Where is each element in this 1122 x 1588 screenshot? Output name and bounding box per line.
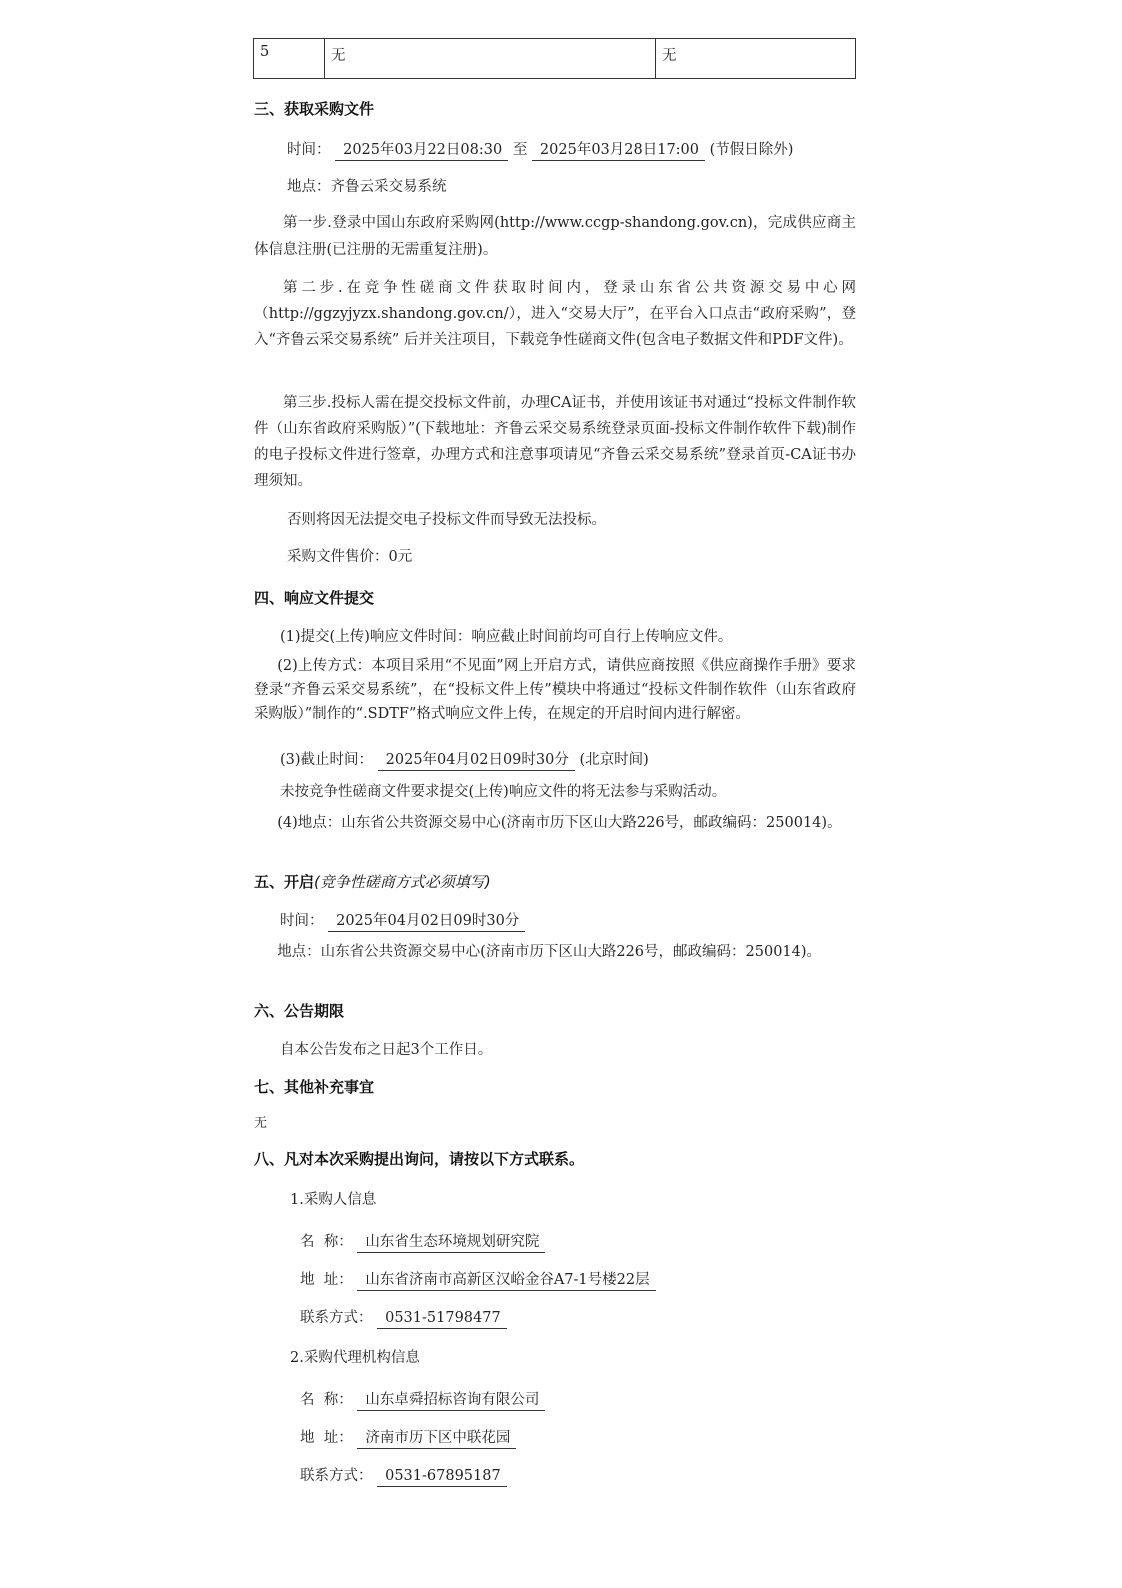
table-cell-2: 无: [325, 39, 656, 79]
s4-p3-label: (3)截止时间：: [280, 752, 374, 768]
section-8-heading: 八、凡对本次采购提出询问，请按以下方式联系。: [254, 1150, 585, 1168]
s5-heading-text: 五、开启: [254, 873, 315, 891]
agent-name-label: 名 称：: [300, 1392, 353, 1408]
agent-addr: 济南市历下区中联花园: [357, 1429, 516, 1449]
section-7-heading: 七、其他补充事宜: [254, 1078, 375, 1096]
buyer-addr: 山东省济南市高新区汉峪金谷A7-1号楼22层: [357, 1271, 655, 1291]
s6-text: 自本公告发布之日起3个工作日。: [280, 1042, 493, 1058]
s3-time-end: 2025年03月28日17:00: [532, 141, 705, 161]
s4-p3-note: (北京时间): [579, 752, 649, 768]
s3-price: 采购文件售价：0元: [287, 549, 413, 565]
s4-p3-line: [280, 750, 649, 771]
s3-time-to: 至: [512, 142, 528, 158]
agent-name: 山东卓舜招标咨询有限公司: [357, 1391, 545, 1411]
s7-text: 无: [254, 1116, 268, 1131]
agent-title: 2.采购代理机构信息: [290, 1350, 420, 1366]
buyer-name-line: [300, 1232, 545, 1253]
s5-time-value: 2025年04月02日09时30分: [328, 912, 525, 932]
agent-tel: 0531-67895187: [377, 1467, 507, 1487]
agent-tel-line: [300, 1466, 507, 1487]
s4-p4: (4)地点：山东省公共资源交易中心(济南市历下区山大路226号，邮政编码：250014)。: [277, 815, 842, 831]
section-5-heading: [254, 872, 491, 892]
s5-time-label: 时间：: [280, 913, 324, 929]
s3-time-start: 2025年03月22日08:30: [335, 141, 508, 161]
buyer-tel-label: 联系方式：: [300, 1310, 373, 1326]
s4-p2: (2)上传方式：本项目采用“不见面”网上开启方式，请供应商按照《供应商操作手册》要求登录“齐鲁云采交易系统”，在“投标文件上传”模块中将通过“投标文件制作软件（山东省政府采购版）”制作的“.SDTF”格式响应文件上传，在规定的开启时间内进行解密。: [254, 658, 856, 722]
buyer-tel-line: [300, 1308, 507, 1329]
s3-time-line: [287, 140, 793, 161]
item-table: [253, 38, 856, 79]
buyer-title: 1.采购人信息: [290, 1192, 377, 1208]
s3-step-2: 第二步.在竞争性磋商文件获取时间内，登录山东省公共资源交易中心网（http://ggzyjyzx.shandong.gov.cn/），进入“交易大厅”，在平台入口点击“政府采购”，登入“齐鲁云采交易系统” 后并关注项目，下载竞争性磋商文件(包含电子数据文件和PDF文件)。: [254, 280, 856, 348]
buyer-name: 山东省生态环境规划研究院: [357, 1233, 545, 1253]
s5-time-line: [280, 911, 525, 932]
s4-p3-value: 2025年04月02日09时30分: [378, 751, 575, 771]
section-3-heading: 三、获取采购文件: [254, 100, 375, 118]
buyer-addr-label: 地 址：: [300, 1272, 353, 1288]
section-6-heading: 六、公告期限: [254, 1002, 345, 1020]
s4-p1: (1)提交(上传)响应文件时间：响应截止时间前均可自行上传响应文件。: [280, 629, 733, 645]
s3-place: 地点：齐鲁云采交易系统: [287, 179, 447, 195]
s3-time-note: (节假日除外): [709, 142, 794, 158]
s3-step-1: 第一步.登录中国山东政府采购网(http://www.ccgp-shandong.gov.cn)，完成供应商主体信息注册(已注册的无需重复注册)。: [254, 215, 856, 258]
section-4-heading: 四、响应文件提交: [254, 589, 375, 607]
agent-tel-label: 联系方式：: [300, 1468, 373, 1484]
agent-name-line: [300, 1390, 545, 1411]
buyer-name-label: 名 称：: [300, 1234, 353, 1250]
s3-step-3: 第三步.投标人需在提交投标文件前，办理CA证书，并使用该证书对通过“投标文件制作软件（山东省政府采购版）”(下载地址：齐鲁云采交易系统登录页面-投标文件制作软件下载)制作的电子投标文件进行签章，办理方式和注意事项请见“齐鲁云采交易系统”登录首页-CA证书办理须知。: [254, 395, 856, 489]
s4-p3b: 未按竞争性磋商文件要求提交(上传)响应文件的将无法参与采购活动。: [280, 784, 727, 800]
agent-addr-line: [300, 1428, 516, 1449]
s5-heading-note: (竞争性磋商方式必须填写): [314, 873, 491, 891]
agent-addr-label: 地 址：: [300, 1430, 353, 1446]
table-cell-3: 无: [656, 39, 856, 79]
s3-otherwise: 否则将因无法提交电子投标文件而导致无法投标。: [287, 512, 606, 528]
buyer-addr-line: [300, 1270, 656, 1291]
buyer-tel: 0531-51798477: [377, 1309, 507, 1329]
s5-place: 地点：山东省公共资源交易中心(济南市历下区山大路226号，邮政编码：250014)。: [277, 944, 822, 960]
table-cell-no: 5: [254, 39, 325, 79]
table-row: [254, 39, 856, 79]
s3-time-label: 时间：: [287, 142, 331, 158]
